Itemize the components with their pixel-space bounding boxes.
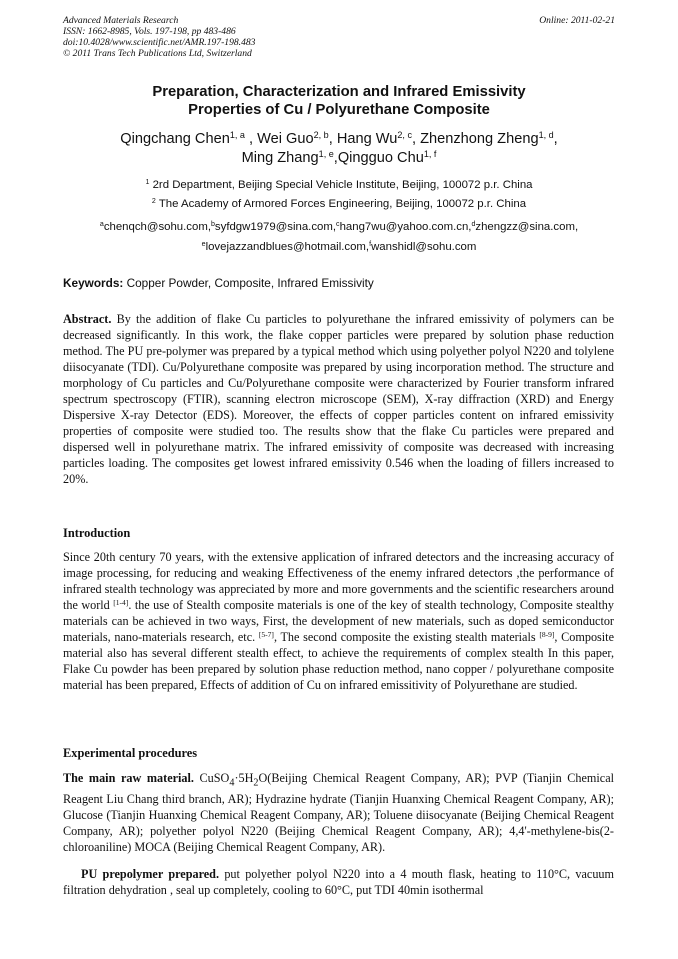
abstract [63,311,614,487]
intro-text: . the use of Stealth composite materials is one of the key of stealth technology, Composite stealthy materials can be achieved in two ways, First, the development of new materials, such as doped semiconductor materials, nano-materials research, etc. [63,598,614,644]
email-address: lovejazzandblues@hotmail.com, [205,241,370,253]
raw-material-text: O(Beijing Chemical Reagent Company, AR); PVP (Tianjin Chemical Reagent Liu Chang third branch, AR); Hydrazine hydrate (Tianjin Huanxing Chemical Reagent Company, AR); Glucose (Tianjin Huanxing Chemical Reagent Company, AR); Toluene diisocyanate (Beijing Chemical Reagent Company, AR); polyether polyol N220 (Beijing Chemical Reagent Company, AR); 4,4'-methylene-bis(2-chloroaniline) MOCA (Beijing Chemical Reagent Company, AR). [63,771,614,855]
email-mark: f [369,241,372,249]
author-name: Qingchang Chen [120,131,230,147]
intro-text: Since 20th century 70 years, with the extensive application of infrared detectors and the increasing accuracy of image processing, for reducing and weaking Effectiveness of the enemy infrared detectors ,the performance of infrared stealth technology was appreciated by more and more governments and the scientific researchers around the world [63,550,614,612]
pu-prepolymer-label: PU prepolymer prepared. [81,867,220,881]
raw-material-paragraph [63,770,614,855]
keywords-label: Keywords: [63,276,124,290]
paper-title [63,83,615,119]
author-separator: , [411,131,421,147]
pu-prepolymer-paragraph [63,866,614,898]
author-name: Zhenzhong Zheng [420,131,539,147]
email-address: syfdgw1979@sina.com, [214,221,337,233]
introduction-heading: Introduction [63,526,131,540]
title-line-1: Preparation, Characterization and Infrared Emissivity [152,84,526,100]
journal-header [63,15,615,59]
email-address: zhengzz@sina.com, [475,221,579,233]
author-mark: 1, a [229,130,245,141]
author-separator: , [244,131,258,147]
email-mark: e [201,241,206,249]
affiliation-text: The Academy of Armored Forces Engineering, Beijing, 100072 p.r. China [158,198,527,210]
email-mark: b [211,221,215,229]
intro-text: , The second composite the existing stealth materials [273,630,540,644]
copyright-line: © 2011 Trans Tech Publications Ltd, Switzerland [63,48,252,59]
citation: [5-7] [258,629,274,639]
intro-text: , Composite material also has several different stealth effect, to achieve the requirements of complex stealth In this paper, Flake Cu powder has been prepared by solution phase reduction method, nano copper / polyurethane composite material has been prepared, Effects of addition of Cu on infrared emissitivity of Polyurethane are studied. [63,630,614,692]
title-line-2: Properties of Cu / Polyurethane Composite [188,102,490,118]
email-mark: d [471,221,476,229]
email-address: chenqch@sohu.com, [103,221,211,233]
affiliation-mark: 1 [145,179,150,187]
keywords-text: Copper Powder, Composite, Infrared Emissivity [123,276,374,290]
experimental-heading: Experimental procedures [63,746,198,760]
raw-material-label: The main raw material. [63,771,194,785]
affiliation-1 [63,178,615,192]
email-address: wanshidl@sohu.com [371,241,477,253]
abstract-label: Abstract. [63,312,112,326]
subscript: 4 [229,777,235,789]
author-list [63,130,615,168]
issn-line: ISSN: 1662-8985, Vols. 197-198, pp 483-486 [63,26,236,37]
author-separator: , [333,150,338,166]
subscript: 2 [253,777,259,789]
citation: [8-9] [539,629,555,639]
author-name: Qingguo Chu [337,150,424,166]
author-mark: 1, f [423,149,437,160]
email-mark: c [336,221,340,229]
email-address: hang7wu@yahoo.com.cn, [339,221,472,233]
author-mark: 2, c [397,130,412,141]
author-mark: 1, e [318,149,334,160]
email-mark: a [99,221,104,229]
abstract-text: By the addition of flake Cu particles to polyurethane the infrared emissivity of polymers can be decreased significantly. In this work, the flake copper particles were prepared by solution phase reduction method. The PU pre-polymer was prepared by a typical method which using polyether polyol N220 and tolylene diisocyanate (TDI). Cu/Polyurethane composite was prepared by using incorporation method. The structure and morphology of Cu particles and Cu/Polyurethane composite were characterized by Fourier transform infrared spectrum spectroscopy (FTIR), scanning electron microscope (SEM), X-ray diffraction (XRD) and Energy Dispersive X-ray Detector (EDS). Moreover, the effects of copper particles content on infrared emissivity properties of composite were studied too. The results show that the flake Cu particles were prepared and dispersed well in polyurethane matrix. The infrared emissivity of composite was decreased with increasing particles loading. The composites get lowest infrared emissivity 0.546 when the loading of fillers increased to 20%. [63,312,614,486]
email-line-2 [63,240,615,254]
author-name: Ming Zhang [241,150,319,166]
affiliation-2 [63,197,615,211]
raw-material-text: CuSO [193,771,230,785]
author-mark: 2, b [313,130,329,141]
email-line-1 [63,220,615,234]
pu-prepolymer-text: put polyether polyol N220 into a 4 mouth flask, heating to 110°C, vacuum filtration dehydration , seal up completely, cooling to 60°C, put TDI 40min isothermal [63,867,614,897]
author-separator: , [553,131,558,147]
doi-line: doi:10.4028/www.scientific.net/AMR.197-198.483 [63,37,256,48]
journal-name: Advanced Materials Research [63,15,179,26]
author-mark: 1, d [538,130,554,141]
introduction-body [63,549,614,693]
keywords [63,276,374,290]
author-name: Hang Wu [336,131,398,147]
affiliation-text: 2rd Department, Beijing Special Vehicle Institute, Beijing, 100072 p.r. China [152,179,533,191]
author-separator: , [328,131,337,147]
author-name: Wei Guo [257,131,314,147]
raw-material-text: ·5H [234,771,254,785]
online-date: Online: 2011-02-21 [539,15,615,26]
citation: [1-4] [113,597,129,607]
affiliation-mark: 2 [151,198,156,206]
